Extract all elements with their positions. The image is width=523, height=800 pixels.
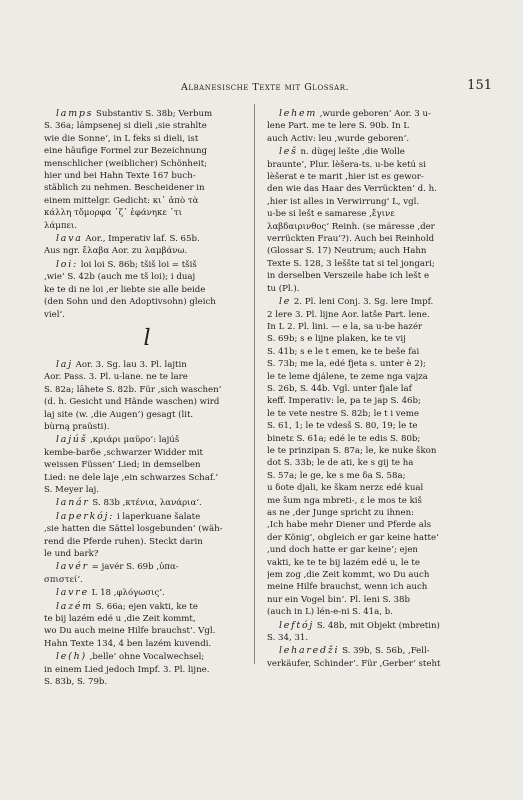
entry-line: menschlicher (weiblicher) Schönheit; (44, 158, 208, 169)
entry-first-line (44, 561, 250, 573)
entry-line: λάμπει. (44, 220, 78, 231)
entry-line: dot S. 33b; le de ati, ke s gij te ha (267, 458, 414, 469)
glossary-entry (44, 259, 250, 321)
entry-line: ,Ich habe mehr Diener und Pferde als (267, 520, 432, 531)
entry-first-line (267, 108, 489, 120)
right-column (267, 108, 489, 671)
entry-line: u-be si lešt e samarese ,ἔγινε (267, 209, 395, 220)
entry-line: der König‘, obgleich er gar keine hatte‘ (267, 532, 439, 543)
glossary-entry (44, 434, 250, 496)
entry-first-line (44, 511, 250, 523)
entry-line: laj site (w. ,die Augen‘) gesagt (lit. (44, 409, 194, 420)
entry-headword: lavre (56, 587, 89, 599)
glossary-entry (267, 146, 489, 295)
running-head-title: Albanesische Texte mit Glossar. (180, 82, 350, 93)
entry-line: jem zog ,die Zeit kommt, wo Du auch (267, 570, 430, 581)
entry-line: S. 41b; s e le t emen, ke te beše fai (267, 346, 420, 357)
entry-first-line (44, 108, 250, 120)
entry-first-line (44, 233, 250, 245)
entry-headword: lamps (56, 108, 94, 119)
entry-line: Aus ngr. ἔλαβα Aor. zu λαμβάνω. (44, 246, 188, 257)
entry-line: Aor. Pass. 3. Pl. u-lane. ne te lare (44, 372, 188, 383)
entry-line: ,wie‘ S. 42b (auch me tš loi); i duaj (44, 272, 196, 283)
entry-headword: lazém (56, 600, 93, 612)
entry-line: S. 82a; lāhete S. 82b. Für ,sich waschen‘ (44, 384, 222, 395)
entry-first-line (267, 146, 489, 158)
entry-line: (d. h. Gesicht und Hände waschen) wird (44, 397, 220, 408)
entry-line: le te vete nestre S. 82b; le t i veme (267, 408, 419, 419)
entry-text: Aor., Imperativ laf. S. 65b. (82, 234, 200, 245)
entry-line: auch Activ: leu ,wurde geboren‘. (267, 133, 410, 144)
entry-line: wie die Sonne‘, in L feks si dieli, ist (44, 133, 199, 144)
entry-line: ,sie hatten die Sättel losgebunden‘ (wäh- (44, 524, 223, 535)
entry-line: S. 69b; s e lijne plaken, ke te vij (267, 334, 406, 345)
entry-line: (Glossar S. 17) Neutrum; auch Hahn (267, 246, 427, 257)
entry-line: Texte S. 128, 3 leššte tat si tel jongari; (267, 258, 435, 269)
entry-line: viel‘. (44, 309, 65, 320)
entry-first-line (44, 259, 250, 271)
glossary-entry (44, 511, 250, 561)
entry-line: Hahn Texte 134, 4 ben lazém kuvendi. (44, 638, 212, 649)
entry-line: S. 26b, S. 44b. Vgl. unter fjale laf (267, 383, 412, 394)
entry-text: S. 48b, mit Objekt (mbretin) (314, 620, 440, 631)
entry-first-line (267, 645, 489, 657)
entry-line: (den Sohn und den Adoptivsohn) gleich (44, 297, 216, 308)
entry-headword: lava (56, 233, 83, 245)
entry-line: kembe-barδe ,schwarzer Widder mit (44, 447, 203, 458)
section-letter: l (143, 325, 151, 351)
entry-line: κάλλη τὄμορφα ᾽ζ᾽ ἐφάνηκε ᾽τι (44, 208, 183, 219)
entry-text: S. 39b, S. 56b, ,Fell- (339, 646, 430, 657)
entry-line: me šum nga mbreti-, ε le mos te kiš (267, 495, 422, 506)
entry-line: ke te di ne loi ,er liebte sie alle beide (44, 284, 206, 295)
glossary-entry (44, 651, 250, 688)
column-divider (254, 104, 255, 664)
entry-headword: le (279, 296, 292, 308)
entry-line: stäblich zu nehmen. Bescheidener in (44, 183, 205, 194)
entry-line: S. 36a; lámpsenej si dieli ,sie strahlte (44, 121, 207, 132)
glossary-entry (267, 645, 489, 670)
entry-line: verkäufer, Schinder‘. Für ,Gerber‘ steht (267, 658, 441, 669)
entry-line: le te leme djálene, te zeme nga vajza (267, 371, 428, 382)
entry-line: S. 57a; le ge, ke s me δa S. 58a; (267, 470, 406, 481)
entry-headword: laj (56, 358, 73, 370)
left-column (44, 108, 250, 689)
entry-line: S. 34, 31. (267, 633, 309, 644)
entry-text: n. dùgej lešte ,die Wolle (297, 147, 405, 158)
entry-line: bùrną praũsti). (44, 421, 110, 432)
entry-line: te bij lazém edé u ,die Zeit kommt, (44, 614, 196, 625)
entry-headword: loi: (56, 258, 78, 270)
entry-line: σπιστεί‘. (44, 574, 83, 585)
entry-headword: leš (279, 146, 298, 158)
entry-line: u δote djali, ke škam nerzε edé kual (267, 483, 424, 494)
running-head (40, 78, 490, 96)
entry-line: wo Du auch meine Hilfe brauchst‘. Vgl. (44, 626, 216, 637)
entry-text: S. 83b ,κτένια, λανάρια‘. (89, 498, 202, 509)
glossary-entry (44, 587, 250, 599)
entry-line: S. 73b; me la, edé fjeta s. unter è 2); (267, 359, 426, 370)
entry-line: binetε S. 61a; edé le te edis S. 80b; (267, 433, 421, 444)
entry-line: meine Hilfe brauchst, wenn ich auch (267, 582, 428, 593)
entry-text: loi loi S. 86b; tšiš loi = tšiš (78, 259, 197, 270)
entry-line: tu (Pl.). (267, 283, 300, 294)
entry-line: einem mittelgr. Gedicht: κι᾽ ἀπὸ τὰ (44, 195, 199, 206)
glossary-entry (267, 620, 489, 645)
entry-text: = javér S. 69b ,ὑπα- (88, 562, 179, 573)
glossary-entry (44, 359, 250, 433)
entry-line: λαβδαιρινθος‘ Reinh. (se máresse ,der (267, 221, 435, 232)
entry-first-line (44, 497, 250, 509)
entry-line: 2 lere 3. Pl. lijne Aor. latše Part. lene. (267, 309, 430, 320)
entry-headword: laperkój: (56, 510, 115, 522)
entry-text: S. 66a; ejen vakti, ke te (92, 601, 198, 612)
glossary-entry (44, 233, 250, 258)
entry-first-line (44, 601, 250, 613)
entry-line: lene Part. me te lere S. 90b. In L (267, 121, 410, 132)
entry-line: (auch in L) lén-e-ni S. 41a, b. (267, 607, 393, 618)
entry-line: S. Meyer laj. (44, 484, 99, 495)
entry-line: le und bark? (44, 549, 99, 559)
entry-line: le te prinzipan S. 87a; le, ke nuke škon (267, 445, 437, 456)
entry-line: vakti, ke te te bij lazém edé u, le te (267, 557, 420, 568)
entry-headword: leharedži (279, 645, 340, 657)
entry-line: braunte‘, Plur. lèšera-ts. u-be ketú si (267, 159, 426, 170)
entry-headword: leftój (279, 619, 315, 631)
entry-line: as ne ,der Junge spricht zu ihnen: (267, 508, 415, 518)
glossary-entry (267, 108, 489, 145)
entry-line: eine häufige Formel zur Bezeichnung (44, 146, 208, 157)
entry-text: ,κριάρι μαῦρο‘: lajúš (87, 435, 180, 446)
entry-text: 2. Pl. leni Conj. 3. Sg. lere Impf. (291, 297, 434, 308)
glossary-entry (267, 296, 489, 619)
entry-first-line (44, 359, 250, 371)
entry-line: S. 83b, S. 79b. (44, 677, 108, 688)
entry-first-line (44, 434, 250, 446)
entry-headword: lavér (56, 561, 89, 573)
entry-first-line (44, 587, 250, 599)
glossary-entry (44, 561, 250, 586)
entry-line: weissen Füssen‘ Lied; in demselben (44, 460, 201, 471)
entry-line: ,und doch hatte er gar keine‘; ejen (267, 545, 418, 556)
entry-line: in einem Lied jedoch Impf. 3. Pl. lijne. (44, 664, 210, 675)
entry-first-line (267, 620, 489, 632)
entry-line: ,hier ist alles in Verwirrung‘ L, vgl. (267, 196, 420, 207)
page-number: 151 (467, 78, 492, 93)
entry-line: hier und bei Hahn Texte 167 buch- (44, 171, 196, 182)
entry-line: Lied: ne dele laje ,ein schwarzes Schaf.‘ (44, 472, 219, 483)
entry-text: L 18 ,φλόγωσις‘. (88, 588, 165, 599)
glossary-entry (44, 497, 250, 509)
entry-line: lèšerat e te marit ,hier ist es gewor- (267, 172, 424, 183)
entry-line: den wie das Haar des Verrückten‘ d. h. (267, 184, 437, 195)
entry-headword: lajúš (56, 434, 88, 446)
entry-line: in derselben Verszeile habe ich lešt e (267, 271, 430, 282)
entry-line: rend die Pferde ruhen). Steckt darin (44, 536, 203, 547)
entry-headword: lanár (56, 497, 90, 509)
entry-first-line (267, 296, 489, 308)
entry-line: keff. Imperativ: le, pa te jap S. 46b; (267, 396, 421, 407)
entry-line: In L 2. Pl. lini. — e la, sa u-be hazér (267, 321, 423, 332)
entry-text: i laperkuane šalate (114, 511, 201, 522)
entry-text: Substantiv S. 38b; Verbum (93, 109, 213, 119)
entry-headword: le(h) (56, 651, 87, 663)
entry-text: Aor. 3. Sg. lau 3. Pl. lajtin (72, 359, 187, 370)
glossary-entry (44, 108, 250, 232)
entry-line: S. 61, 1; le te vdesš S. 80, 19; le te (267, 421, 418, 432)
entry-headword: lehem (279, 108, 318, 119)
entry-first-line (44, 651, 250, 663)
entry-line: nur ein Vogel bin‘. Pl. leni S. 38b (267, 594, 410, 605)
entry-text: ,belle‘ ohne Vocalwechsel; (86, 652, 205, 663)
entry-text: ,wurde geboren‘ Aor. 3 u- (317, 109, 431, 119)
entry-line: verrückten Frau‘?). Auch bei Reinhold (267, 234, 435, 245)
glossary-entry (44, 601, 250, 651)
